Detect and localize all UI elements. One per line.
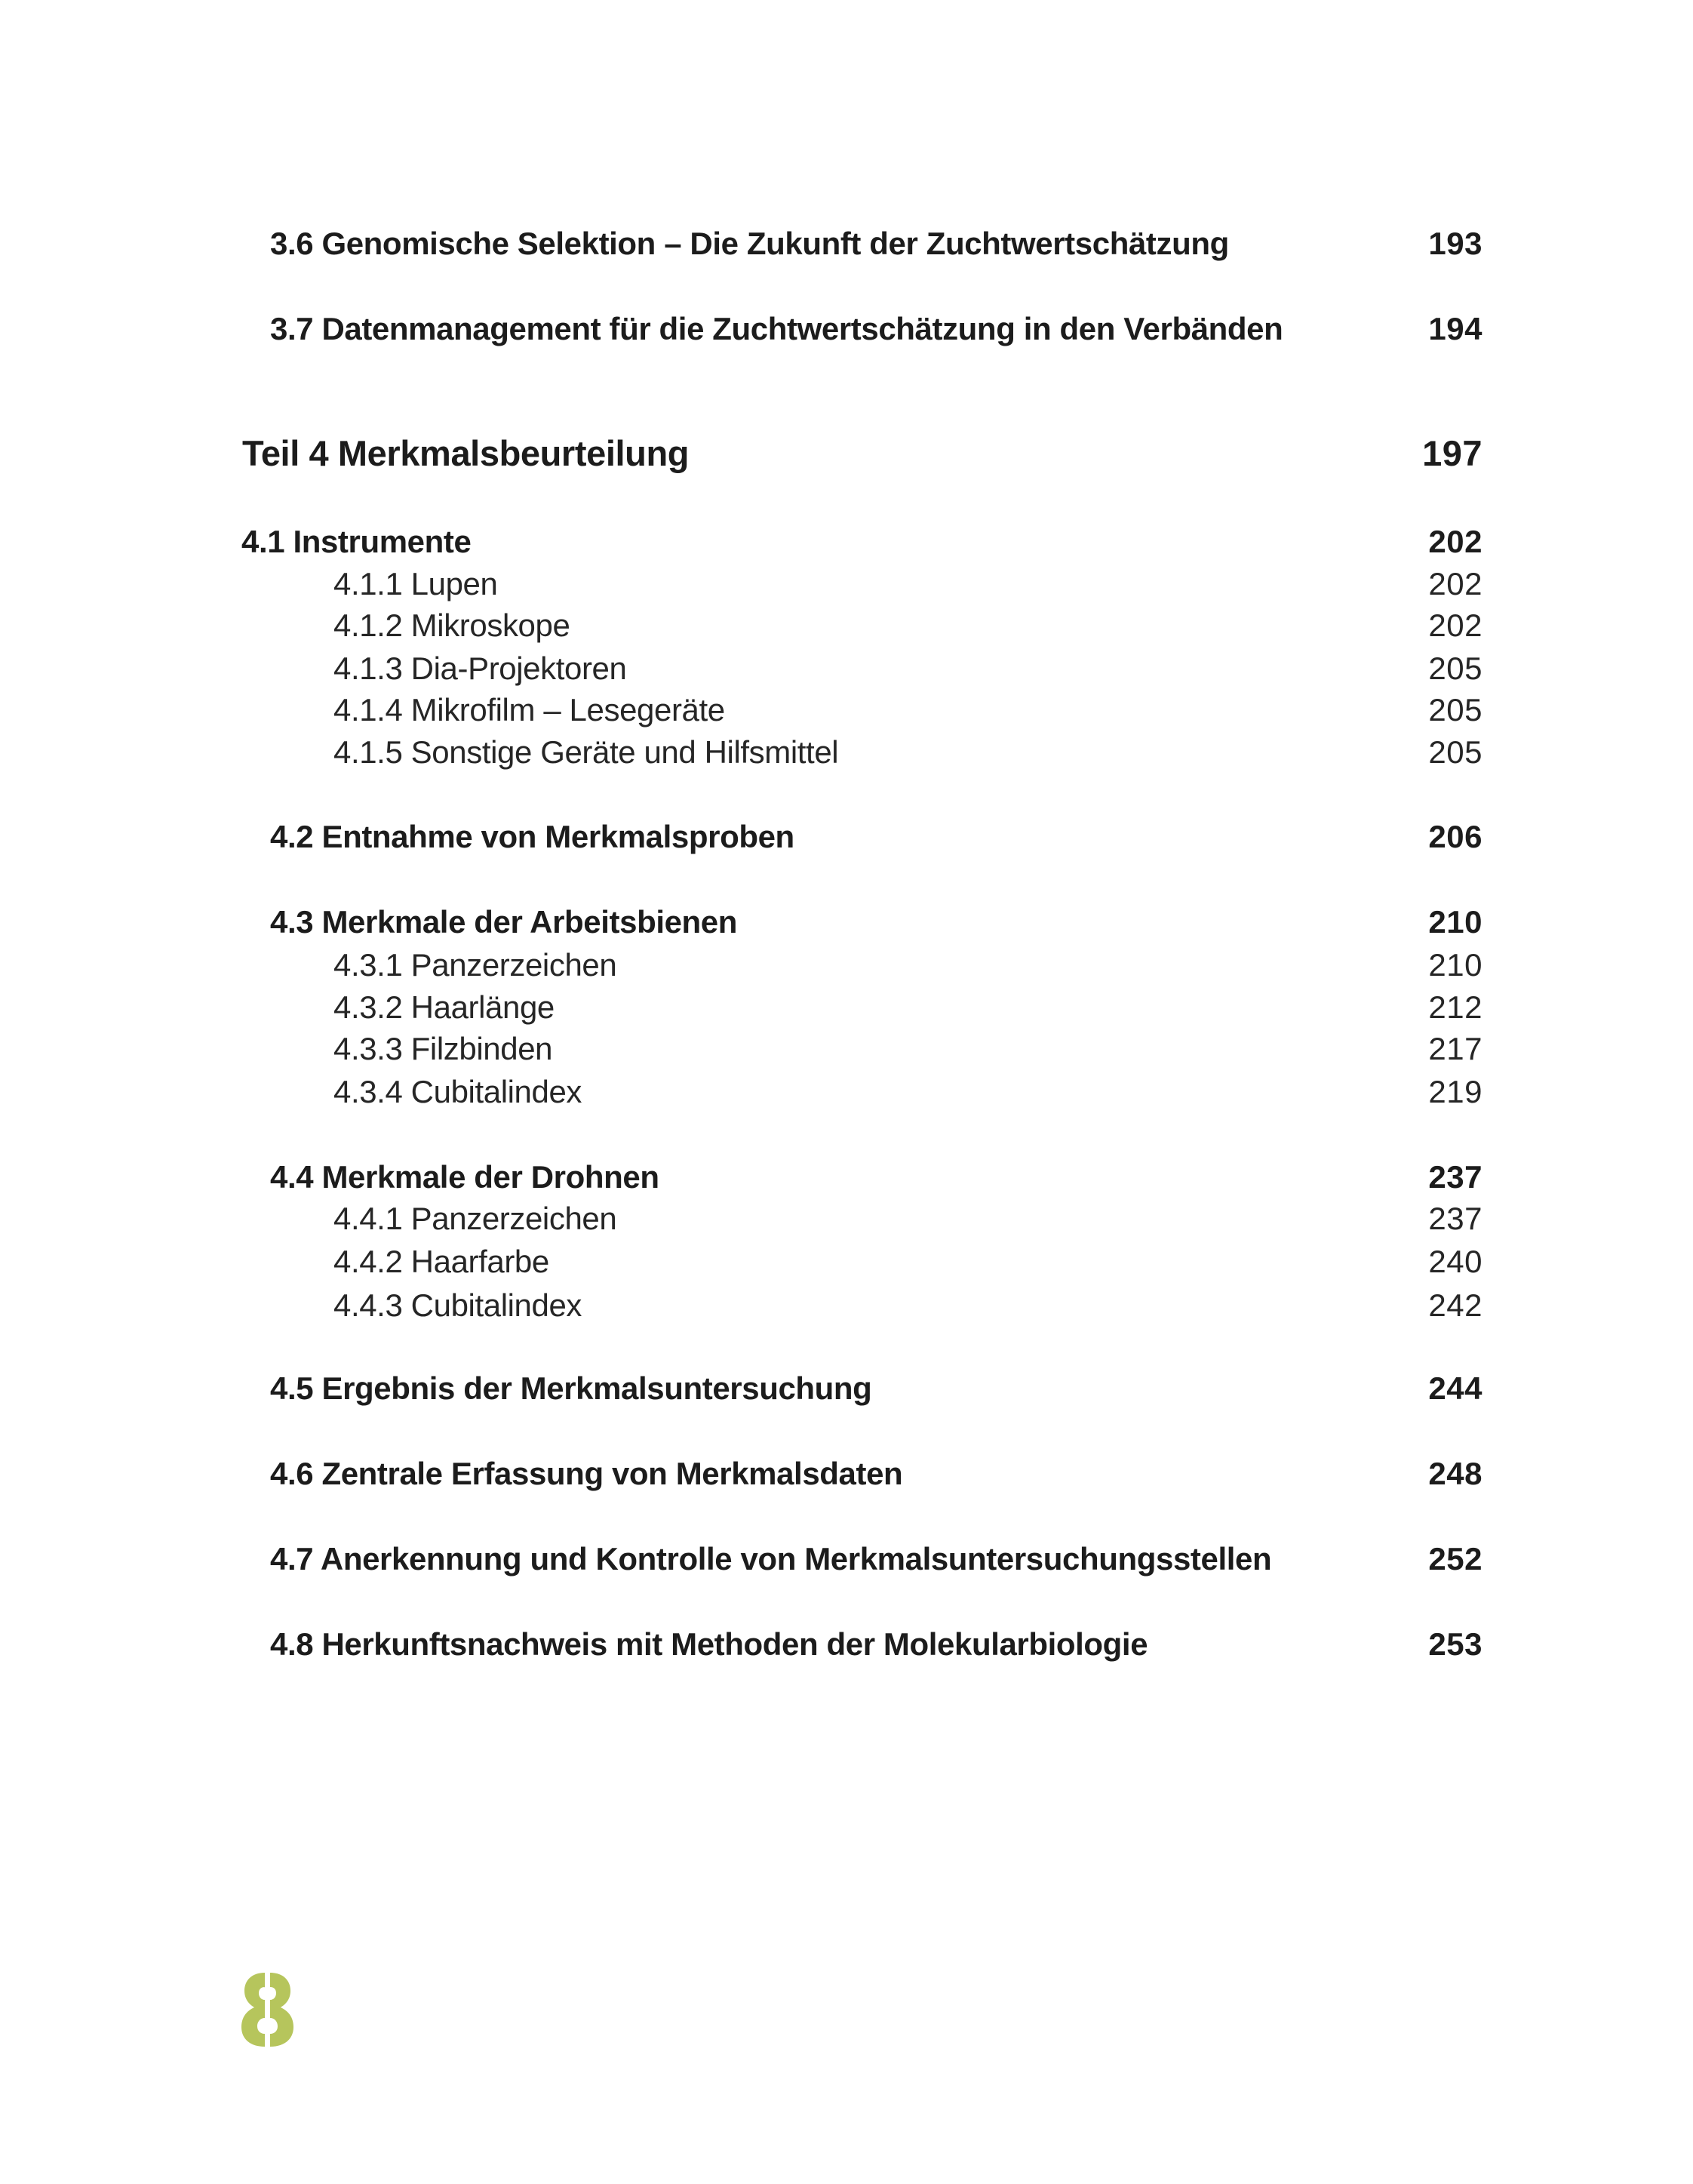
toc-subentry-title: 4.1.2 Mikroskope bbox=[333, 608, 570, 643]
toc-subentry-4-1-2[interactable] bbox=[0, 604, 1693, 647]
toc-subentry-4-3-3[interactable] bbox=[0, 1028, 1693, 1070]
toc-entry-page-number: 253 bbox=[1428, 1626, 1483, 1662]
toc-entry-3-7[interactable] bbox=[0, 308, 1693, 350]
toc-subentry-page-number: 205 bbox=[1428, 651, 1483, 686]
toc-part-title: Teil 4 Merkmalsbeurteilung bbox=[242, 433, 690, 473]
toc-entry-page-number: 194 bbox=[1428, 311, 1483, 346]
toc-entry-4-8[interactable] bbox=[0, 1623, 1693, 1666]
toc-subentry-4-1-1[interactable] bbox=[0, 563, 1693, 605]
toc-subentry-page-number: 242 bbox=[1428, 1287, 1483, 1323]
toc-entry-title: 4.7 Anerkennung und Kontrolle von Merkmalsuntersuchungsstellen bbox=[270, 1541, 1272, 1576]
toc-entry-title: 4.2 Entnahme von Merkmalsproben bbox=[270, 819, 794, 854]
toc-entry-page-number: 237 bbox=[1428, 1159, 1483, 1195]
toc-subentry-4-4-2[interactable] bbox=[0, 1241, 1693, 1283]
toc-subentry-page-number: 219 bbox=[1428, 1074, 1483, 1109]
toc-subentry-title: 4.3.3 Filzbinden bbox=[333, 1031, 553, 1066]
toc-entry-4-6[interactable] bbox=[0, 1453, 1693, 1495]
toc-subentry-4-1-4[interactable] bbox=[0, 689, 1693, 731]
page-number-8-icon bbox=[240, 1971, 296, 2048]
toc-entry-4-1[interactable] bbox=[0, 521, 1693, 563]
toc-entry-page-number: 252 bbox=[1428, 1541, 1483, 1576]
toc-entry-title: 4.5 Ergebnis der Merkmalsuntersuchung bbox=[270, 1370, 872, 1406]
toc-entry-page-number: 206 bbox=[1428, 819, 1483, 854]
toc-entry-3-6[interactable] bbox=[0, 223, 1693, 265]
toc-part-page-number: 197 bbox=[1422, 433, 1483, 473]
toc-entry-page-number: 202 bbox=[1428, 524, 1483, 559]
toc-entry-page-number: 210 bbox=[1428, 904, 1483, 940]
toc-subentry-page-number: 205 bbox=[1428, 692, 1483, 727]
toc-entry-page-number: 248 bbox=[1428, 1456, 1483, 1491]
toc-subentry-page-number: 217 bbox=[1428, 1031, 1483, 1066]
toc-subentry-page-number: 202 bbox=[1428, 608, 1483, 643]
toc-entry-4-2[interactable] bbox=[0, 816, 1693, 858]
toc-entry-4-4[interactable] bbox=[0, 1156, 1693, 1198]
toc-entry-4-5[interactable] bbox=[0, 1367, 1693, 1410]
toc-entry-title: 3.7 Datenmanagement für die Zuchtwertschätzung in den Verbänden bbox=[270, 311, 1283, 346]
toc-subentry-4-1-5[interactable] bbox=[0, 731, 1693, 774]
toc-entry-title: 4.1 Instrumente bbox=[241, 524, 472, 559]
toc-subentry-4-3-1[interactable] bbox=[0, 944, 1693, 986]
toc-entry-title: 4.6 Zentrale Erfassung von Merkmalsdaten bbox=[270, 1456, 903, 1491]
toc-subentry-title: 4.3.4 Cubitalindex bbox=[333, 1074, 582, 1109]
toc-subentry-page-number: 210 bbox=[1428, 947, 1483, 983]
toc-subentry-title: 4.4.3 Cubitalindex bbox=[333, 1287, 582, 1323]
toc-subentry-4-4-1[interactable] bbox=[0, 1198, 1693, 1240]
toc-entry-4-3[interactable] bbox=[0, 901, 1693, 943]
toc-entry-4-7[interactable] bbox=[0, 1538, 1693, 1580]
toc-entry-title: 4.8 Herkunftsnachweis mit Methoden der Molekularbiologie bbox=[270, 1626, 1148, 1662]
toc-entry-page-number: 193 bbox=[1428, 226, 1483, 261]
toc-subentry-title: 4.4.2 Haarfarbe bbox=[333, 1244, 549, 1279]
toc-subentry-title: 4.1.1 Lupen bbox=[333, 566, 498, 601]
toc-subentry-4-3-4[interactable] bbox=[0, 1071, 1693, 1113]
toc-subentry-4-1-3[interactable] bbox=[0, 648, 1693, 690]
toc-subentry-title: 4.1.5 Sonstige Geräte und Hilfsmittel bbox=[333, 734, 839, 770]
toc-subentry-title: 4.1.3 Dia-Projektoren bbox=[333, 651, 627, 686]
toc-subentry-title: 4.3.1 Panzerzeichen bbox=[333, 947, 617, 983]
toc-entry-page-number: 244 bbox=[1428, 1370, 1483, 1406]
toc-subentry-page-number: 212 bbox=[1428, 989, 1483, 1025]
toc-subentry-4-3-2[interactable] bbox=[0, 986, 1693, 1029]
toc-subentry-page-number: 240 bbox=[1428, 1244, 1483, 1279]
toc-part-heading-teil-4[interactable] bbox=[0, 432, 1693, 475]
toc-entry-title: 4.4 Merkmale der Drohnen bbox=[270, 1159, 659, 1195]
toc-entry-title: 3.6 Genomische Selektion – Die Zukunft der Zuchtwertschätzung bbox=[270, 226, 1229, 261]
toc-subentry-4-4-3[interactable] bbox=[0, 1284, 1693, 1327]
toc-entry-title: 4.3 Merkmale der Arbeitsbienen bbox=[270, 904, 738, 940]
toc-subentry-page-number: 205 bbox=[1428, 734, 1483, 770]
toc-subentry-title: 4.1.4 Mikrofilm – Lesegeräte bbox=[333, 692, 725, 727]
toc-subentry-page-number: 202 bbox=[1428, 566, 1483, 601]
toc-subentry-title: 4.3.2 Haarlänge bbox=[333, 989, 555, 1025]
toc-subentry-page-number: 237 bbox=[1428, 1201, 1483, 1236]
toc-subentry-title: 4.4.1 Panzerzeichen bbox=[333, 1201, 617, 1236]
